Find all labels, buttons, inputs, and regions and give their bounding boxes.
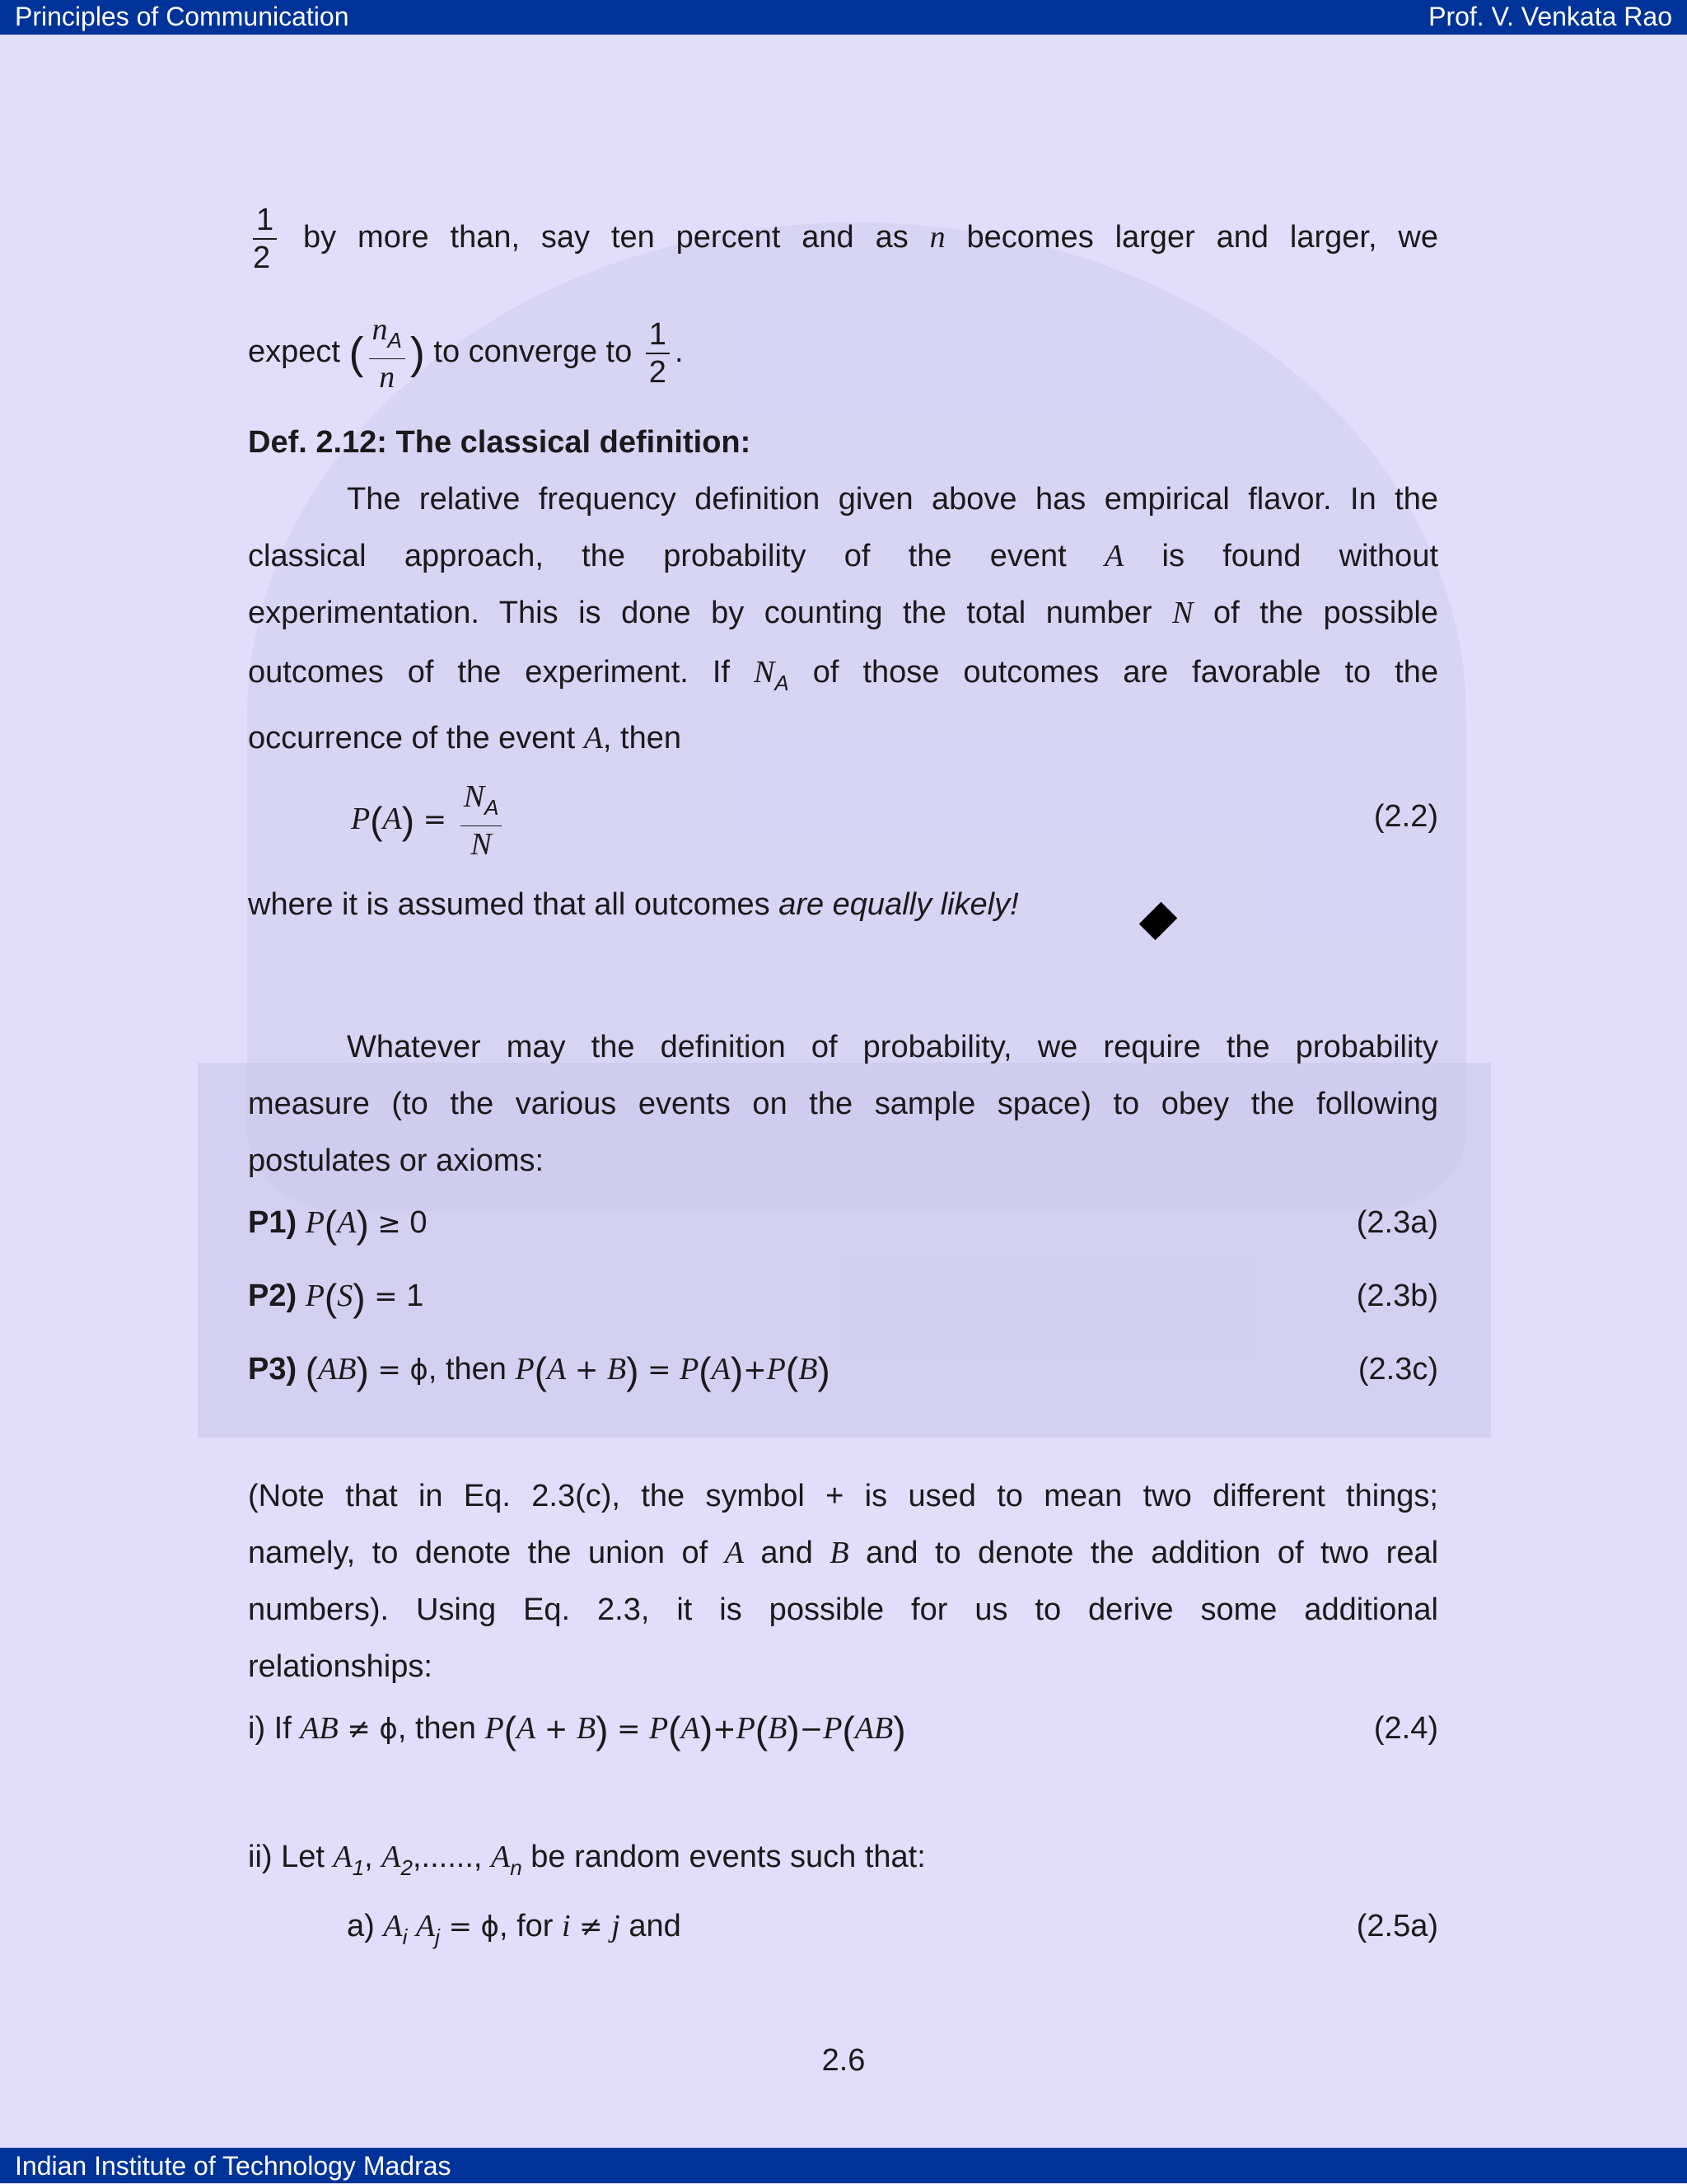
equation-number-2-3b: (2.3b) (1356, 1279, 1438, 1313)
paragraph-note-2: namely, to denote the union of A and B and to denote the addition of two real (248, 1536, 1439, 1570)
paragraph-axioms-1: Whatever may the definition of probability, we require the probability (347, 1030, 1438, 1064)
relation-2-4: i) If AB ≠ ϕ, then P(A + B) = P(A)+P(B)−P(AB) (2.4) (248, 1708, 1438, 1751)
axiom-p2: P2) P(S) = 1 (2.3b) (248, 1275, 1438, 1319)
fraction-nA-over-n: $\frac{n_A}{n}$ (369, 311, 405, 395)
equation-number-2-4: (2.4) (1373, 1711, 1438, 1746)
relation-random-events: ii) Let $A_1$, $A_2$,......, $A_n$ be random events such that: (248, 1840, 926, 1880)
fraction-one-half-2: $\frac{1}{2}$ (646, 316, 670, 391)
equation-number-2-5a: (2.5a) (1356, 1909, 1438, 1943)
page-number: 2.6 (821, 2043, 866, 2078)
paragraph-axioms-2: measure (to the various events on the sample space) to obey the following (248, 1087, 1438, 1121)
paragraph-classical-3: experimentation. This is done by counting the total number N of the possible (248, 596, 1438, 630)
paragraph-classical-4: outcomes of the experiment. If $N_A$ of those outcomes are favorable to the (248, 655, 1439, 695)
paragraph-equally-likely: where it is assumed that all outcomes are equally likely! (248, 887, 1019, 922)
fraction-one-half: $\frac{1}{2}$ (253, 202, 277, 276)
equation-number-2-2: (2.2) (1373, 799, 1438, 834)
header-course-title: Principles of Communication (15, 2, 349, 31)
definition-heading: Def. 2.12: The classical definition: (248, 425, 751, 460)
axiom-p3: P3) (AB) = ϕ, then P(A + B) = P(A)+P(B) (2.3c) (248, 1349, 1438, 1392)
axiom-p1: P1) P(A) ≥ 0 (2.3a) (248, 1202, 1438, 1246)
paragraph-note-3: numbers). Using Eq. 2.3, it is possible for us to derive some additional (248, 1592, 1438, 1627)
header-bar (0, 0, 1687, 35)
paragraph-note-1: (Note that in Eq. 2.3(c), the symbol + is used to mean two different things; (248, 1479, 1438, 1513)
equation-2-2: P(A) = $\frac{N_A}{N}$ (2.2) (351, 779, 1438, 862)
equation-number-2-3c: (2.3c) (1358, 1352, 1438, 1387)
equation-number-2-3a: (2.3a) (1356, 1205, 1438, 1240)
paragraph-classical-5: occurrence of the event A, then (248, 721, 681, 755)
paragraph-classical-1: The relative frequency definition given above has empirical flavor. In the (347, 482, 1438, 517)
footer-bar (0, 2148, 1687, 2183)
paragraph-classical-2: classical approach, the probability of the event A is found without (248, 539, 1439, 573)
footer-institute: Indian Institute of Technology Madras (15, 2151, 451, 2181)
text-line-2: expect ( $\frac{n_A}{n}$ ) to converge to $\frac{1}{2}$ . (248, 312, 684, 395)
paragraph-axioms-3: postulates or axioms: (248, 1143, 544, 1178)
header-author: Prof. V. Venkata Rao (1428, 2, 1672, 31)
text-line-1: $\frac{1}{2}$ by more than, say ten percent and as n becomes larger and larger, we (253, 203, 1438, 275)
relation-2-5a: a) $A_i$ $A_j = \phi$, for i ≠ j and (2.5a) (248, 1905, 1438, 1958)
paragraph-note-4: relationships: (248, 1649, 432, 1684)
